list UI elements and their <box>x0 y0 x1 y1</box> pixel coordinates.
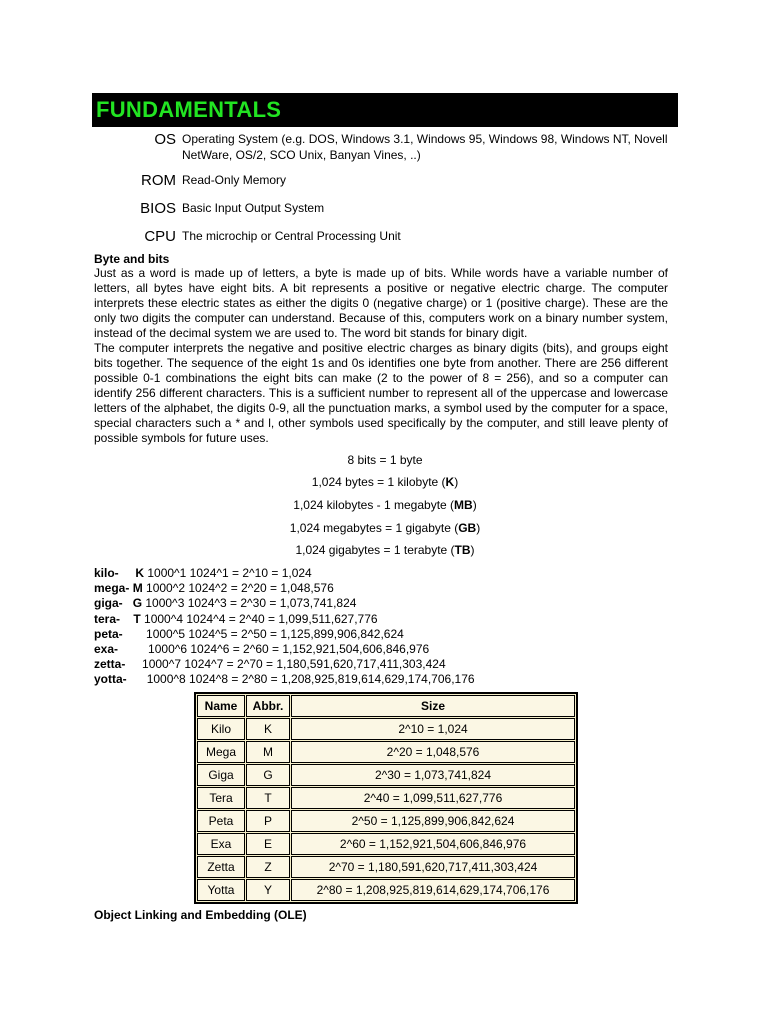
term-row-cpu <box>92 228 678 245</box>
cell-size: 2^30 = 1,073,741,824 <box>291 764 575 786</box>
cell-abbr: P <box>246 810 290 832</box>
prefix-line <box>94 672 594 687</box>
prefix-pad <box>125 657 142 671</box>
term-definition: Read-Only Memory <box>182 173 287 187</box>
prefix-pad <box>120 612 133 626</box>
prefix-line <box>94 596 594 611</box>
cell-name: Yotta <box>197 879 245 901</box>
cell-abbr: K <box>246 718 290 740</box>
prefix-pad <box>123 596 133 610</box>
conversion-close: ) <box>454 475 459 489</box>
prefix-pad <box>123 627 146 641</box>
prefix-list <box>94 566 594 688</box>
prefix-line <box>94 566 594 581</box>
prefix-name: mega- <box>94 581 130 596</box>
conversion-line <box>92 521 678 535</box>
cell-size: 2^40 = 1,099,511,627,776 <box>291 787 575 809</box>
prefix-values: 1000^7 1024^7 = 2^70 = 1,180,591,620,717,411,303,424 <box>142 657 446 672</box>
cell-abbr: Z <box>246 856 290 878</box>
prefix-line <box>94 627 594 642</box>
conversion-text: 1,024 megabytes = 1 gigabyte ( <box>289 521 459 535</box>
term-definition: Basic Input Output System <box>182 201 325 215</box>
prefix-pad <box>127 672 147 686</box>
cell-abbr: G <box>246 764 290 786</box>
conversion-unit: K <box>445 475 455 489</box>
term-row-os <box>92 131 678 163</box>
prefix-values: 1000^4 1024^4 = 2^40 = 1,099,511,627,776 <box>140 611 378 626</box>
prefix-pad <box>118 642 148 656</box>
cell-name: Kilo <box>197 718 245 740</box>
cell-size: 2^70 = 1,180,591,620,717,411,303,424 <box>291 856 575 878</box>
conversion-unit: TB <box>454 543 471 557</box>
byte-paragraph-1: Just as a word is made up of letters, a byte is made up of bits. While words have a variable number of letters, all bytes have eight bits. A bit represents a positive or negative electric charge. The computer interprets these electric states as either the digits 0 (negative charge) or 1 (positive charge). These are the only two digits the computer can understand. Because of this, computers work on a binary number system, instead of the decimal system we are used to. The word bit stands for binary digit. <box>94 266 668 340</box>
conversion-text: 1,024 kilobytes - 1 megabyte ( <box>293 498 455 512</box>
table-row <box>197 879 575 901</box>
column-header-abbr: Abbr. <box>246 695 290 717</box>
title-bar <box>92 93 678 127</box>
conversion-line <box>92 498 678 512</box>
prefix-name: giga- <box>94 596 123 611</box>
prefix-symbol: K <box>135 566 145 580</box>
prefix-symbol: T <box>133 611 141 626</box>
cell-abbr: T <box>246 787 290 809</box>
column-header-name: Name <box>197 695 245 717</box>
cell-name: Giga <box>197 764 245 786</box>
cell-name: Tera <box>197 787 245 809</box>
cell-size: 2^10 = 1,024 <box>291 718 575 740</box>
cell-size: 2^80 = 1,208,925,819,614,629,174,706,176 <box>291 879 575 901</box>
table-row <box>197 787 575 809</box>
cell-name: Mega <box>197 741 245 763</box>
conversion-line <box>92 543 678 557</box>
term-abbr: ROM <box>141 172 176 189</box>
table-row <box>197 833 575 855</box>
conversion-close: ) <box>476 521 481 535</box>
table-row <box>197 741 575 763</box>
page-title: FUNDAMENTALS <box>96 97 282 122</box>
conversion-text: 1,024 gigabytes = 1 terabyte ( <box>295 543 455 557</box>
conversion-close: ) <box>472 498 477 512</box>
conversion-close: ) <box>470 543 475 557</box>
prefix-values: 1000^8 1024^8 = 2^80 = 1,208,925,819,614,629,174,706,176 <box>146 672 475 687</box>
cell-name: Zetta <box>197 856 245 878</box>
prefix-name: yotta- <box>94 672 127 687</box>
conversion-unit: MB <box>454 498 473 512</box>
cell-abbr: M <box>246 741 290 763</box>
conversion-text: 1,024 bytes = 1 kilobyte ( <box>311 475 446 489</box>
prefix-values: 1000^3 1024^3 = 2^30 = 1,073,741,824 <box>142 596 357 611</box>
cell-size: 2^50 = 1,125,899,906,842,624 <box>291 810 575 832</box>
term-definition: Operating System (e.g. DOS, Windows 3.1, Windows 95, Windows 98, Windows NT, Novell NetWare, OS/2, SCO Unix, Banyan Vines, ..) <box>182 132 668 162</box>
term-definition: The microchip or Central Processing Unit <box>182 229 401 243</box>
cell-abbr: Y <box>246 879 290 901</box>
prefix-name: kilo- <box>94 566 119 580</box>
conversion-unit: GB <box>458 521 477 535</box>
byte-section-heading: Byte and bits <box>94 252 170 266</box>
column-header-size: Size <box>291 695 575 717</box>
prefix-name: zetta- <box>94 657 126 672</box>
prefix-name: tera- <box>94 611 121 626</box>
prefix-line <box>94 612 594 627</box>
table-row <box>197 810 575 832</box>
term-abbr: BIOS <box>140 200 176 217</box>
table-row <box>197 856 575 878</box>
prefix-line <box>94 657 594 672</box>
prefix-symbol: G <box>132 596 143 611</box>
prefix-symbol: M <box>132 581 143 596</box>
prefix-name: peta- <box>94 626 123 641</box>
ole-heading: Object Linking and Embedding (OLE) <box>94 908 307 922</box>
prefix-values: 1000^2 1024^2 = 2^20 = 1,048,576 <box>142 581 334 596</box>
term-row-rom <box>92 172 678 189</box>
prefix-values: 1000^6 1024^6 = 2^60 = 1,152,921,504,606,846,976 <box>148 641 430 656</box>
table-row <box>197 764 575 786</box>
prefix-name: exa- <box>94 641 119 656</box>
cell-size: 2^20 = 1,048,576 <box>291 741 575 763</box>
term-abbr: OS <box>154 131 176 148</box>
prefix-pad <box>119 566 136 580</box>
conversion-line <box>92 453 678 467</box>
cell-abbr: E <box>246 833 290 855</box>
units-table <box>194 692 578 904</box>
term-abbr: CPU <box>144 228 176 245</box>
conversion-line <box>92 475 678 489</box>
prefix-values: 1000^5 1024^5 = 2^50 = 1,125,899,906,842,624 <box>146 626 404 641</box>
prefix-line <box>94 642 594 657</box>
table-header-row <box>197 695 575 717</box>
conversion-text: 8 bits = 1 byte <box>347 453 423 467</box>
table-row <box>197 718 575 740</box>
cell-size: 2^60 = 1,152,921,504,606,846,976 <box>291 833 575 855</box>
prefix-values: 1000^1 1024^1 = 2^10 = 1,024 <box>144 566 312 580</box>
byte-paragraph-2: The computer interprets the negative and positive electric charges as binary digits (bits), and groups eight bits together. The sequence of the eight 1s and 0s identifies one byte from another. There are 256 different possible 0-1 combinations the eight bits can make (2 to the power of 8 = 256), and so a computer can identify 256 different characters. This is a sufficient number to represent all of the uppercase and lowercase letters of the alphabet, the digits 0-9, all the punctuation marks, a symbol used by the computer for a space, special characters such a * and l, other symbols used specifically by the computer, and still leave plenty of possible symbols for future uses. <box>94 341 668 445</box>
cell-name: Peta <box>197 810 245 832</box>
term-row-bios <box>92 200 678 217</box>
prefix-line <box>94 581 594 596</box>
cell-name: Exa <box>197 833 245 855</box>
